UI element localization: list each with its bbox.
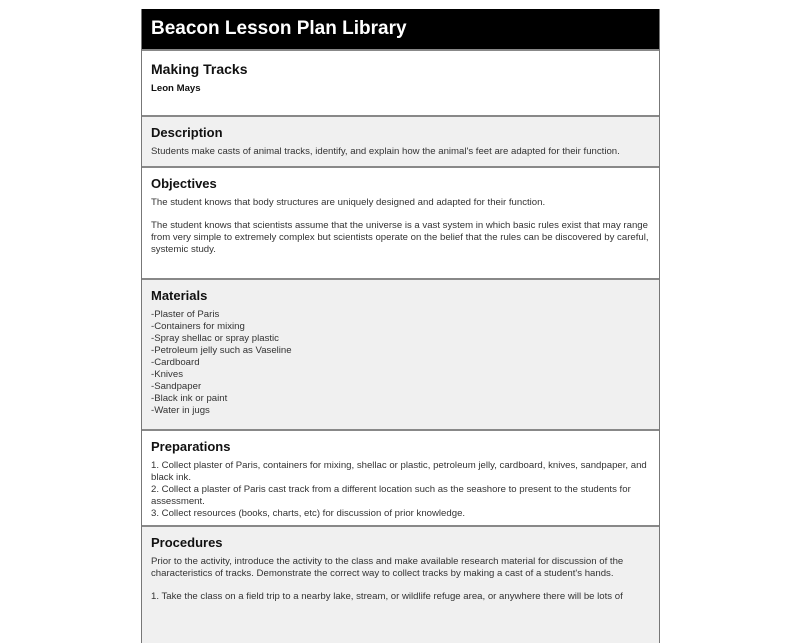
site-header: Beacon Lesson Plan Library — [142, 9, 659, 49]
lesson-author: Leon Mays — [151, 83, 201, 94]
material-item: -Spray shellac or spray plastic — [151, 333, 279, 344]
lesson-title: Making Tracks — [151, 61, 248, 77]
materials-heading: Materials — [151, 288, 208, 303]
objectives-heading: Objectives — [151, 176, 217, 191]
preparation-item: 2. Collect a plaster of Paris cast track from a different location such as the seashore to present to the students for assessment. — [151, 484, 631, 507]
procedures-section — [142, 525, 659, 643]
material-item: -Cardboard — [151, 357, 200, 368]
description-section — [142, 115, 659, 166]
procedures-heading: Procedures — [151, 535, 223, 550]
objective-item: The student knows that body structures are uniquely designed and adapted for their function. — [151, 197, 546, 208]
preparations-section — [142, 429, 659, 525]
material-item: -Sandpaper — [151, 381, 202, 392]
procedure-step: 1. Take the class on a field trip to a nearby lake, stream, or wildlife refuge area, or anywhere there will be lots of — [151, 591, 623, 602]
preparation-item: 1. Collect plaster of Paris, containers for mixing, shellac or plastic, petroleum jelly, cardboard, knives, sandpaper, and black ink. — [151, 460, 647, 483]
materials-section — [142, 278, 659, 429]
description-heading: Description — [151, 125, 223, 140]
preparation-item: 3. Collect resources (books, charts, etc) for discussion of prior knowledge. — [151, 508, 466, 519]
material-item: -Plaster of Paris — [151, 309, 220, 320]
material-item: -Petroleum jelly such as Vaseline — [151, 345, 292, 356]
lesson-plan — [141, 9, 660, 643]
material-item: -Containers for mixing — [151, 321, 245, 332]
objectives-section — [142, 166, 659, 278]
objective-item: The student knows that scientists assume that the universe is a vast system in which basic rules exist that may range from very simple to extremely complex but scientists operate on the belief that the rules can be discovered by careful, systemic study. — [151, 220, 649, 255]
lesson-title-section — [142, 49, 659, 115]
material-item: -Black ink or paint — [151, 393, 228, 404]
material-item: -Water in jugs — [151, 405, 210, 416]
description-text: Students make casts of animal tracks, identify, and explain how the animal's feet are adapted for their function. — [151, 146, 620, 157]
procedure-intro: Prior to the activity, introduce the activity to the class and make available research material for discussion of the characteristics of tracks. Demonstrate the correct way to collect tracks by making a cast of a student's hands. — [151, 556, 624, 579]
preparations-heading: Preparations — [151, 439, 231, 454]
material-item: -Knives — [151, 369, 183, 380]
